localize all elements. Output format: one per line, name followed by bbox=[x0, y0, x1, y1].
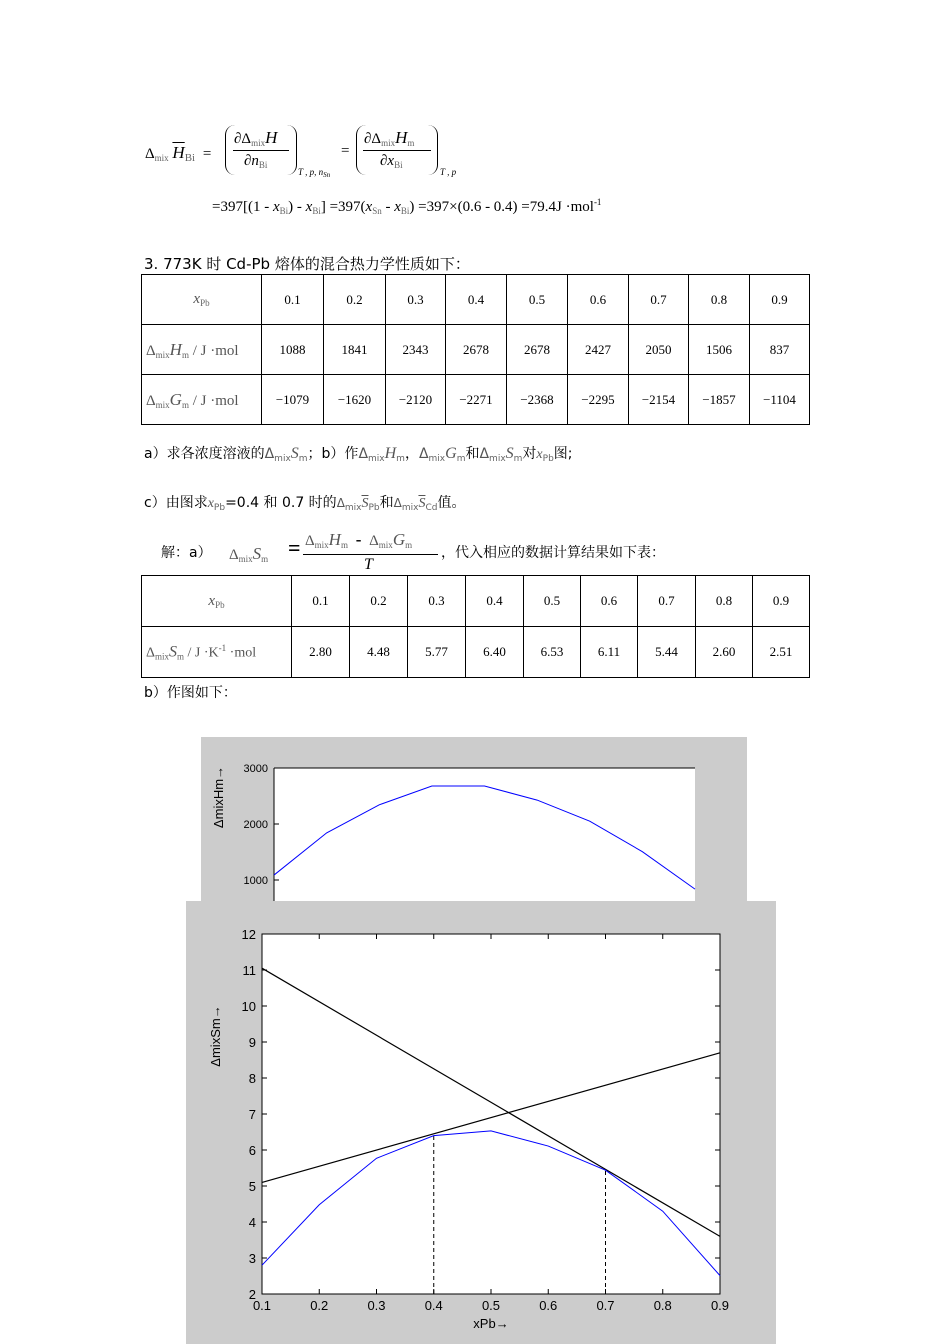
y-tick-label: 2 bbox=[248, 1287, 256, 1302]
pb-subscript: Pb bbox=[542, 454, 554, 464]
pb-subscript: Pb bbox=[215, 599, 225, 610]
question-text: ， bbox=[404, 446, 419, 462]
enthalpy-chart bbox=[201, 737, 747, 903]
cd-subscript: Cd bbox=[425, 503, 438, 513]
table-cell: 1506 bbox=[689, 325, 750, 375]
table-cell: −1104 bbox=[750, 375, 810, 425]
x-tick-label: 0.1 bbox=[252, 1298, 272, 1313]
row-label-entropy bbox=[142, 627, 292, 678]
table-header-cell: 0.1 bbox=[262, 275, 324, 325]
y-tick-label: 1000 bbox=[243, 875, 268, 887]
unit-text: ·mol bbox=[226, 645, 257, 661]
question-c bbox=[144, 492, 465, 513]
pb-subscript: Pb bbox=[213, 503, 226, 513]
delta-symbol: Δ bbox=[145, 146, 155, 162]
table-header-cell: 0.1 bbox=[292, 576, 350, 627]
mix-subscript: mix bbox=[381, 138, 396, 148]
mix-subscript: mix bbox=[238, 554, 253, 564]
question-text: 对 bbox=[522, 446, 537, 462]
table-cell: 6.11 bbox=[581, 627, 638, 678]
solution-label: 解：a） bbox=[161, 545, 212, 561]
mix-subscript: mix bbox=[251, 138, 266, 148]
superscript: -1 bbox=[593, 197, 602, 207]
sn-subscript: Sn bbox=[323, 171, 331, 179]
y-tick-label: 8 bbox=[248, 1071, 256, 1086]
equals-sign-2: = bbox=[341, 143, 350, 159]
delta-symbol: Δ bbox=[264, 446, 275, 462]
equals-sign: = bbox=[202, 146, 212, 162]
partial2-conditions: T , p bbox=[440, 167, 457, 177]
delta-symbol: Δ bbox=[305, 533, 315, 549]
table-header-cell: 0.6 bbox=[568, 275, 629, 325]
x-tick-label: 0.2 bbox=[310, 1298, 329, 1313]
table-header-cell: 0.9 bbox=[750, 275, 810, 325]
table-header-cell: 0.8 bbox=[689, 275, 750, 325]
y-tick-label: 3000 bbox=[243, 763, 268, 775]
h-symbol: H bbox=[328, 530, 341, 549]
unit-text: / J ·K bbox=[184, 645, 219, 661]
x-symbol: x bbox=[365, 199, 373, 215]
table-header-cell: 0.7 bbox=[629, 275, 689, 325]
sn-subscript: Sn bbox=[372, 206, 382, 216]
bi-subscript: Bi bbox=[279, 206, 289, 216]
s-bar-symbol: $\overline{S}$ bbox=[418, 496, 426, 511]
s-symbol: S bbox=[252, 544, 262, 563]
table-cell: 837 bbox=[750, 325, 810, 375]
partial2-numerator bbox=[364, 128, 414, 148]
table-cell: −2368 bbox=[507, 375, 568, 425]
question-text: 图; bbox=[553, 446, 573, 462]
table-cell: 6.53 bbox=[524, 627, 581, 678]
delta-symbol: Δ bbox=[418, 446, 429, 462]
bi-subscript: Bi bbox=[258, 160, 268, 170]
x-tick-label: 0.8 bbox=[653, 1298, 672, 1313]
question-text: ；b）作 bbox=[307, 446, 359, 462]
table-header-cell: 0.4 bbox=[446, 275, 507, 325]
bi-subscript: Bi bbox=[312, 206, 321, 216]
table-header-cell: 0.5 bbox=[524, 576, 581, 627]
pb-subscript: Pb bbox=[368, 503, 380, 513]
h-symbol: H bbox=[169, 339, 182, 359]
partial-delta: ∂Δ bbox=[364, 131, 382, 147]
x-tick-label: 0.6 bbox=[539, 1298, 558, 1313]
delta-symbol: Δ bbox=[369, 533, 379, 549]
x-axis-label: xPb→ bbox=[473, 1316, 509, 1331]
table-cell: −2295 bbox=[568, 375, 629, 425]
table-header-cell: 0.6 bbox=[581, 576, 638, 627]
question-text: 值。 bbox=[437, 495, 466, 511]
partial1-numerator bbox=[234, 128, 277, 148]
equals-sign: = bbox=[288, 535, 301, 560]
table-header-cell: 0.4 bbox=[466, 576, 524, 627]
problem-title: 3. 773K 时 Cd-Pb 熔体的混合热力学性质如下： bbox=[144, 255, 470, 273]
mix-subscript: mix bbox=[155, 651, 170, 662]
mix-subscript: mix bbox=[401, 503, 419, 513]
m-subscript: m bbox=[181, 399, 189, 410]
mix-subscript: mix bbox=[378, 540, 393, 550]
minus-sign: - bbox=[355, 530, 362, 549]
question-a bbox=[144, 443, 573, 464]
m-subscript: m bbox=[298, 454, 308, 464]
table-header-cell bbox=[142, 275, 262, 325]
plot-area bbox=[274, 768, 695, 903]
mix-subscript: mix bbox=[274, 454, 291, 464]
s-symbol: S bbox=[290, 445, 299, 462]
m-subscript: m bbox=[261, 554, 269, 564]
g-symbol: G bbox=[392, 530, 406, 549]
bi-subscript: Bi bbox=[394, 160, 403, 170]
table-header-cell: 0.3 bbox=[408, 576, 466, 627]
m-subscript: m bbox=[177, 651, 185, 662]
expr-part: ] =397( bbox=[320, 199, 366, 215]
table-cell: 2343 bbox=[386, 325, 446, 375]
entropy-lhs bbox=[229, 544, 268, 564]
table-cell: 2678 bbox=[507, 325, 568, 375]
partial-delta: ∂Δ bbox=[234, 131, 252, 147]
m-subscript: m bbox=[396, 454, 405, 464]
table-cell: −2120 bbox=[386, 375, 446, 425]
x-tick-label: 0.9 bbox=[710, 1298, 730, 1313]
question-text: 和 bbox=[465, 446, 480, 462]
entropy-chart bbox=[186, 901, 776, 1344]
table-header-cell: 0.5 bbox=[507, 275, 568, 325]
table-cell: 2427 bbox=[568, 325, 629, 375]
table-cell: −1620 bbox=[324, 375, 386, 425]
delta-symbol: Δ bbox=[146, 645, 156, 661]
table-row bbox=[142, 375, 810, 425]
mix-subscript: mix bbox=[368, 454, 385, 464]
delta-symbol: Δ bbox=[146, 392, 156, 409]
y-tick-label: 9 bbox=[248, 1035, 256, 1050]
partial2-denominator bbox=[380, 153, 403, 170]
table-header-cell: 0.7 bbox=[638, 576, 696, 627]
table-header-cell: 0.3 bbox=[386, 275, 446, 325]
expr-part: ) =397×(0.6 - 0.4) =79.4J ·mol bbox=[409, 199, 594, 215]
partial1-conditions bbox=[298, 167, 330, 179]
table-header-cell: 0.2 bbox=[324, 275, 386, 325]
x-tick-label: 0.3 bbox=[367, 1298, 386, 1313]
expr-part: =397[(1 - bbox=[212, 199, 273, 215]
question-text: a）求各浓度溶液的 bbox=[144, 446, 265, 462]
mix-subscript: mix bbox=[154, 153, 169, 163]
table-cell: 5.77 bbox=[408, 627, 466, 678]
fraction-bar bbox=[233, 150, 289, 151]
y-tick-label: 3 bbox=[248, 1251, 256, 1266]
question-text: =0.4 和 0.7 时的 bbox=[225, 495, 337, 511]
table-cell: 1841 bbox=[324, 325, 386, 375]
table-cell: −2271 bbox=[446, 375, 507, 425]
table-cell: 2050 bbox=[629, 325, 689, 375]
thermo-table bbox=[141, 274, 810, 425]
h-symbol: H bbox=[395, 128, 408, 147]
s-symbol: S bbox=[505, 445, 514, 462]
g-symbol: G bbox=[445, 445, 457, 462]
x-symbol: x bbox=[305, 199, 313, 215]
table-cell: −1079 bbox=[262, 375, 324, 425]
table-cell: 2678 bbox=[446, 325, 507, 375]
table-cell: 2.51 bbox=[753, 627, 810, 678]
s-bar-symbol: $\overline{S}$ bbox=[361, 496, 369, 511]
y-tick-label: 10 bbox=[241, 999, 256, 1014]
y-axis-label: ΔmixHm→ bbox=[211, 765, 226, 829]
x-symbol: x bbox=[208, 592, 216, 609]
fraction-bar bbox=[363, 150, 431, 151]
plot-caption: b）作图如下： bbox=[144, 685, 237, 701]
x-tick-label: 0.4 bbox=[424, 1298, 443, 1313]
y-tick-label: 5 bbox=[248, 1179, 256, 1194]
unit-text: / J ·mol bbox=[188, 342, 239, 359]
m-subscript: m bbox=[405, 540, 413, 550]
expr-part: - bbox=[381, 199, 395, 215]
y-tick-label: 2000 bbox=[243, 819, 268, 831]
x-symbol: x bbox=[207, 496, 214, 511]
x-symbol: x bbox=[394, 199, 401, 215]
table-cell: 1088 bbox=[262, 325, 324, 375]
condition-text: T , p, n bbox=[298, 167, 324, 177]
table-header-cell: 0.8 bbox=[696, 576, 753, 627]
delta-symbol: Δ bbox=[336, 496, 345, 510]
fraction-numerator bbox=[305, 530, 412, 550]
solution-text: ，代入相应的数据计算结果如下表： bbox=[441, 545, 665, 561]
m-subscript: m bbox=[456, 454, 466, 464]
h-symbol: H bbox=[384, 445, 397, 462]
delta-symbol: Δ bbox=[358, 446, 369, 462]
y-tick-label: 4 bbox=[248, 1215, 256, 1230]
pb-subscript: Pb bbox=[200, 298, 210, 308]
delta-symbol: Δ bbox=[393, 496, 402, 510]
x-symbol: x bbox=[193, 291, 201, 307]
plot-area bbox=[262, 934, 720, 1294]
superscript: -1 bbox=[218, 642, 227, 653]
table-cell: 2.80 bbox=[292, 627, 350, 678]
mix-subscript: mix bbox=[155, 399, 170, 410]
temperature-symbol: T bbox=[364, 556, 373, 573]
bi-subscript: Bi bbox=[184, 152, 196, 164]
s-symbol: S bbox=[169, 643, 178, 661]
delta-symbol: Δ bbox=[146, 342, 156, 359]
expr-part: ) - bbox=[288, 199, 306, 215]
partial-x: ∂x bbox=[380, 153, 395, 169]
table-row bbox=[142, 627, 810, 678]
table-header-cell: 0.2 bbox=[350, 576, 408, 627]
table-header-cell bbox=[142, 576, 292, 627]
y-tick-label: 12 bbox=[241, 927, 256, 942]
m-subscript: m bbox=[181, 349, 189, 360]
table-row bbox=[142, 576, 810, 627]
h-symbol: H bbox=[265, 128, 278, 147]
h-bar-symbol: $\overline{H}$ bbox=[172, 143, 185, 162]
partial1-denominator bbox=[244, 153, 267, 170]
question-text: c）由图求 bbox=[144, 495, 208, 511]
y-tick-label: 11 bbox=[242, 963, 256, 978]
x-symbol: x bbox=[536, 447, 543, 462]
x-symbol: x bbox=[272, 199, 280, 215]
table-row bbox=[142, 325, 810, 375]
mix-subscript: mix bbox=[428, 454, 446, 464]
m-subscript: m bbox=[513, 454, 523, 464]
table-header-cell: 0.9 bbox=[753, 576, 810, 627]
formula-lhs bbox=[145, 143, 211, 164]
partial-n: ∂n bbox=[244, 153, 259, 169]
table-row bbox=[142, 275, 810, 325]
mix-subscript: mix bbox=[344, 503, 362, 513]
table-cell: 6.40 bbox=[466, 627, 524, 678]
x-tick-label: 0.7 bbox=[596, 1298, 615, 1313]
mix-subscript: mix bbox=[314, 540, 329, 550]
y-tick-label: 6 bbox=[248, 1143, 256, 1158]
entropy-table bbox=[141, 575, 810, 678]
mix-subscript: mix bbox=[489, 454, 506, 464]
table-cell: 2.60 bbox=[696, 627, 753, 678]
table-cell: 5.44 bbox=[638, 627, 696, 678]
question-text: 和 bbox=[379, 495, 394, 511]
x-tick-label: 0.5 bbox=[481, 1298, 501, 1313]
y-axis-label: ΔmixSm→ bbox=[208, 1005, 223, 1067]
fraction-bar bbox=[303, 554, 438, 555]
unit-text: / J ·mol bbox=[188, 392, 239, 409]
g-symbol: G bbox=[169, 389, 182, 409]
row-label-enthalpy bbox=[142, 325, 262, 375]
mix-subscript: mix bbox=[155, 349, 170, 360]
table-cell: −2154 bbox=[629, 375, 689, 425]
delta-symbol: Δ bbox=[479, 446, 490, 462]
y-tick-label: 7 bbox=[248, 1107, 256, 1122]
formula-line-2 bbox=[212, 197, 601, 216]
table-cell: 4.48 bbox=[350, 627, 408, 678]
delta-symbol: Δ bbox=[229, 547, 239, 563]
table-cell: −1857 bbox=[689, 375, 750, 425]
bi-subscript: Bi bbox=[400, 206, 410, 216]
m-subscript: m bbox=[340, 540, 348, 550]
m-subscript: m bbox=[407, 138, 415, 148]
row-label-gibbs bbox=[142, 375, 262, 425]
